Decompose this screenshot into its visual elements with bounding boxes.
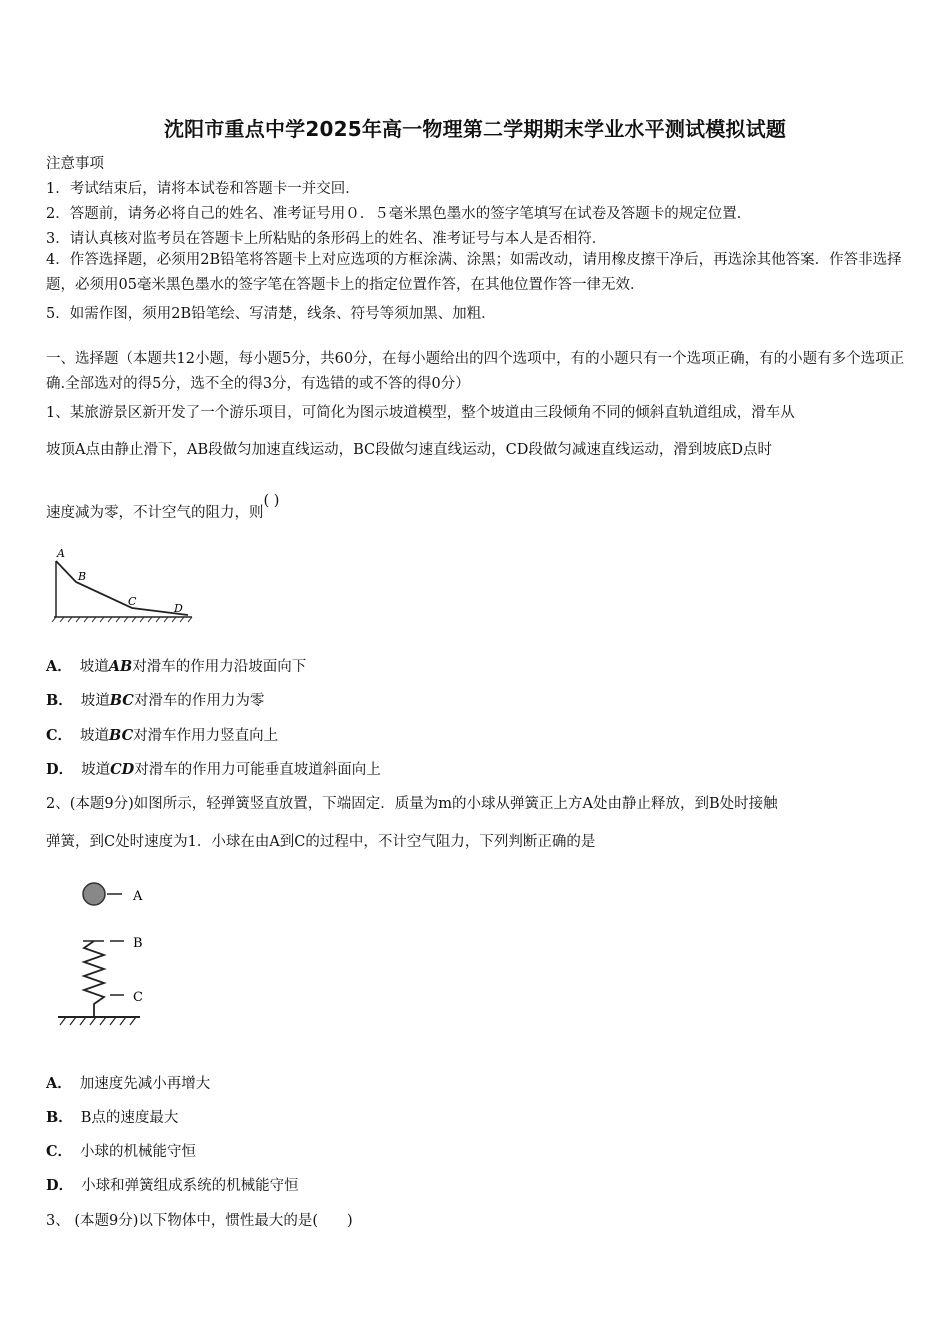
option-key: B． [46, 692, 73, 709]
q2-option-a: A． 加速度先减小再增大 [46, 1075, 211, 1092]
ground-hatch [60, 1017, 136, 1025]
position-b-label: B [133, 936, 143, 951]
option-key: C． [46, 1143, 73, 1160]
position-c-label: C [133, 990, 143, 1005]
q2-line-1: 2、(本题9分)如图所示，轻弹簧竖直放置，下端固定．质量为m的小球从弹簧正上方A处由静止释放，到B处时接触 [46, 796, 778, 812]
spring-coil [84, 941, 104, 1016]
slope-diagram [48, 544, 198, 624]
q1-line-1: 1、某旅游景区新开发了一个游乐项目，可简化为图示坡道模型，整个坡道由三段倾角不同的倾斜直轨道组成，滑车从 [46, 405, 795, 421]
notice-item-1: 1．考试结束后，请将本试卷和答题卡一并交回． [46, 181, 360, 197]
q3-stem: 3、 (本题9分)以下物体中，惯性最大的是( ) [46, 1213, 353, 1229]
point-b-label: B [78, 570, 87, 583]
q2-option-b: B． B点的速度最大 [46, 1109, 179, 1126]
option-key: B． [46, 1109, 73, 1126]
option-key: A． [46, 1075, 72, 1092]
q1-line-2: 坡顶A点由静止滑下，AB段做匀加速直线运动，BC段做匀速直线运动，CD段做匀减速直线运动，滑到坡底D点时 [46, 442, 772, 458]
notice-item-2: 2．答题前，请务必将自己的姓名、准考证号用０．５毫米黑色墨水的签字笔填写在试卷及答题卡的规定位置． [46, 206, 752, 222]
q1-line-3 [46, 493, 908, 522]
q1-option-a: A． 坡道AB对滑车的作用力沿坡面向下 [46, 658, 307, 675]
q1-option-b: B． 坡道BC对滑车的作用力为零 [46, 692, 265, 709]
section-heading: 一、选择题（本题共12小题，每小题5分，共60分，在每小题给出的四个选项中，有的小题只有一个选项正确，有的小题有多个选项正确.全部选对的得5分，选不全的得3分，有选错的或不答的得0分） [46, 351, 905, 392]
q2-option-d: D． 小球和弹簧组成系统的机械能守恒 [46, 1177, 299, 1194]
point-a-label: A [57, 547, 65, 560]
ball [83, 883, 105, 905]
answer-bracket: ( ) [263, 493, 280, 509]
option-key: C． [46, 727, 73, 744]
point-d-label: D [174, 602, 183, 615]
q1-option-d: D． 坡道CD对滑车的作用力可能垂直坡道斜面向上 [46, 761, 381, 778]
notice-item-5: 5．如需作图，须用2B铅笔绘、写清楚，线条、符号等须加黑、加粗． [46, 306, 496, 322]
notice-item-4: 4．作答选择题，必须用2B铅笔将答题卡上对应选项的方框涂满、涂黑；如需改动，请用橡皮擦干净后，再选涂其他答案．作答非选择题，必须用05毫米黑色墨水的签字笔在答题卡上的指定位置作答，在其他位置作答一律无效． [46, 252, 902, 293]
page-title: 沈阳市重点中学2025年高一物理第二学期期末学业水平测试模拟试题 [163, 117, 787, 141]
spring-diagram [56, 876, 166, 1028]
slope-track [56, 561, 188, 615]
q1-stem-end: 速度减为零，不计空气的阻力，则 [46, 505, 264, 521]
q2-line-2: 弹簧，到C处时速度为1．小球在由A到C的过程中，不计空气阻力，下列判断正确的是 [46, 834, 596, 850]
q1-option-c: C． 坡道BC对滑车作用力竖直向上 [46, 727, 279, 744]
option-key: D． [46, 761, 74, 778]
option-key: D． [46, 1177, 74, 1194]
position-a-label: A [133, 889, 143, 904]
notice-item-3: 3．请认真核对监考员在答题卡上所粘贴的条形码上的姓名、准考证号与本人是否相符． [46, 231, 607, 247]
point-c-label: C [128, 595, 137, 608]
notice-heading: 注意事项 [46, 156, 104, 172]
q2-option-c: C． 小球的机械能守恒 [46, 1143, 197, 1160]
option-key: A． [46, 658, 72, 675]
